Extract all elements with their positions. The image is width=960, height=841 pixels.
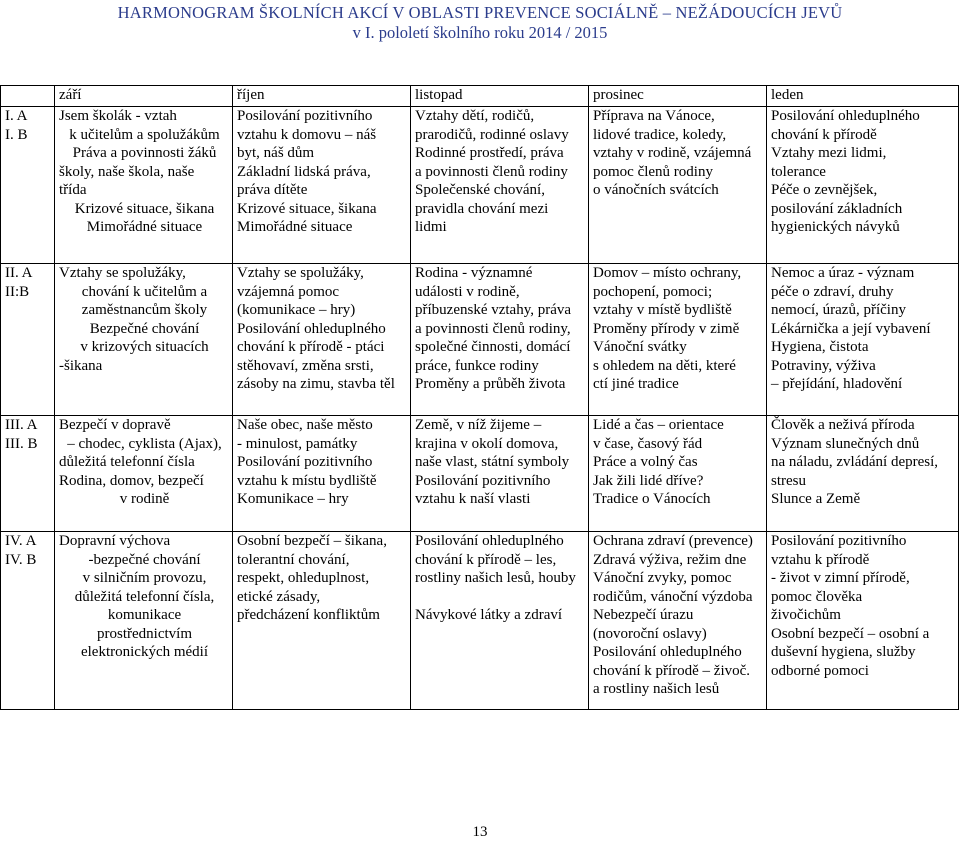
activity-cell: [767, 416, 959, 532]
page-number: 13: [472, 824, 488, 840]
activity-line: Návykové látky a zdraví: [415, 607, 563, 623]
activity-line: vzájemná pomoc: [237, 283, 340, 300]
activity-line: Jsem školák - vztah: [59, 108, 177, 124]
activity-line: rodičům, vánoční výzdoba: [593, 588, 753, 605]
activity-line: zásoby na zimu, stavba těl: [237, 376, 395, 392]
schedule-table: [0, 85, 959, 710]
activity-line: chování k přírodě – les,: [415, 551, 557, 568]
activity-line: Mimořádné situace: [86, 219, 203, 235]
class-label: I. B: [5, 126, 28, 143]
activity-line: Posilování ohleduplného: [593, 644, 742, 660]
class-label-cell: [1, 416, 55, 532]
activity-line: – chodec, cyklista (Ajax),: [67, 435, 222, 452]
activity-line: v čase, časový řád: [593, 435, 703, 452]
activity-line: Zdravá výživa, režim dne: [593, 551, 747, 568]
activity-line: živočichům: [771, 607, 841, 623]
activity-cell: [233, 264, 411, 416]
activity-line: byt, náš dům: [237, 145, 315, 161]
activity-line: Osobní bezpečí – šikana,: [237, 533, 387, 549]
activity-cell: [589, 264, 767, 416]
activity-line: vztahu k místu bydliště: [237, 472, 377, 489]
activity-line: Vztahy mezi lidmi,: [771, 145, 887, 161]
activity-line: Mimořádné situace: [237, 219, 353, 235]
activity-line: pochopení, pomoci;: [593, 283, 713, 300]
activity-line: Osobní bezpečí – osobní a: [771, 625, 930, 642]
activity-line: Člověk a neživá příroda: [771, 417, 915, 433]
activity-line: Ochrana zdraví (prevence): [593, 533, 753, 549]
activity-line: Vztahy se spolužáky,: [237, 265, 364, 281]
activity-line: události v rodině,: [415, 283, 520, 300]
activity-cell: [767, 532, 959, 710]
activity-line: krajina v okolí domova,: [415, 435, 559, 452]
activity-line: Práva a povinnosti žáků: [72, 145, 217, 161]
activity-line: Příprava na Vánoce,: [593, 108, 715, 124]
activity-line: prarodičů, rodinné oslavy: [415, 126, 569, 143]
activity-line: a povinnosti členů rodiny,: [415, 320, 571, 337]
activity-line: – přejídání, hladovění: [771, 376, 903, 392]
activity-line: práce, funkce rodiny: [415, 357, 539, 374]
activity-line: v rodině: [119, 491, 170, 507]
activity-line: chování k přírodě – živoč.: [593, 662, 751, 679]
activity-line: elektronických médií: [80, 644, 209, 660]
activity-line: duševní hygiena, služby: [771, 644, 916, 660]
activity-line: hygienických návyků: [771, 219, 900, 235]
activity-cell: [767, 264, 959, 416]
activity-line: Bezpečné chování: [89, 320, 200, 337]
schedule-row: [1, 416, 959, 532]
activity-line: k učitelům a spolužákům: [69, 126, 220, 143]
activity-line: stěhovaví, změna srsti,: [237, 357, 374, 374]
activity-line: Rodina - významné: [415, 265, 533, 281]
activity-line: - minulost, památky: [237, 435, 358, 452]
activity-cell: [233, 416, 411, 532]
activity-line: třída: [59, 182, 87, 198]
activity-cell: [55, 532, 233, 710]
activity-line: Krizové situace, šikana: [74, 200, 215, 217]
activity-line: o vánočních svátcích: [593, 182, 719, 198]
activity-cell: [411, 264, 589, 416]
activity-cell: [767, 107, 959, 264]
activity-line: na náladu, zvládání depresí,: [771, 454, 939, 470]
activity-line: Posilování pozitivního: [771, 533, 907, 549]
activity-line: vztahy v místě bydliště: [593, 302, 732, 318]
activity-line: Význam slunečných dnů: [771, 435, 920, 452]
activity-line: etické zásady,: [237, 588, 321, 605]
activity-cell: [55, 107, 233, 264]
activity-line: Posilování pozitivního: [237, 108, 373, 124]
activity-line: vztahu k domovu – náš: [237, 126, 377, 143]
class-label: III. B: [5, 435, 38, 452]
activity-cell: [55, 416, 233, 532]
activity-line: posilování základních: [771, 200, 903, 217]
activity-line: odborné pomoci: [771, 662, 869, 679]
activity-line: komunikace: [107, 607, 182, 623]
activity-line: v krizových situacích: [80, 339, 209, 355]
activity-line: Nebezpečí úrazu: [593, 607, 694, 623]
activity-line: Nemoc a úraz - význam: [771, 265, 915, 281]
activity-line: (novoroční oslavy): [593, 625, 707, 642]
activity-line: společné činnosti, domácí: [415, 339, 571, 355]
activity-line: tolerance: [771, 163, 826, 180]
activity-line: Lékárnička a její vybavení: [771, 320, 931, 337]
activity-line: Základní lidská práva,: [237, 163, 371, 180]
activity-cell: [589, 416, 767, 532]
activity-line: a rostliny našich lesů: [593, 681, 720, 697]
activity-line: Hygiena, čistota: [771, 339, 869, 355]
activity-line: naše vlast, státní symboly: [415, 454, 570, 470]
activity-line: ctí jiné tradice: [593, 376, 679, 392]
activity-line: chování k přírodě - ptáci: [237, 339, 385, 355]
activity-line: důležitá telefonní čísla: [59, 454, 195, 470]
activity-line: lidové tradice, koledy,: [593, 126, 727, 143]
activity-line: lidmi: [415, 219, 447, 235]
activity-line: Slunce a Země: [771, 491, 861, 507]
activity-line: rostliny našich lesů, houby: [415, 570, 576, 586]
activity-line: školy, naše škola, naše: [59, 163, 195, 180]
activity-line: důležitá telefonní čísla,: [74, 588, 215, 605]
class-label: IV. B: [5, 551, 37, 568]
activity-line: [415, 588, 586, 607]
activity-line: respekt, ohleduplnost,: [237, 570, 370, 586]
activity-line: Proměny a průběh života: [415, 376, 566, 392]
class-label: II. A: [5, 265, 33, 281]
class-label-cell: [1, 264, 55, 416]
class-label-cell: [1, 532, 55, 710]
class-label: III. A: [5, 417, 38, 433]
activity-line: vztahu k přírodě: [771, 551, 870, 568]
activity-line: práva dítěte: [237, 182, 308, 198]
activity-line: (komunikace – hry): [237, 302, 356, 318]
activity-line: zaměstnancům školy: [81, 302, 208, 318]
activity-cell: [589, 107, 767, 264]
activity-line: pomoc členů rodiny: [593, 163, 713, 180]
activity-cell: [589, 532, 767, 710]
activity-line: pomoc člověka: [771, 588, 863, 605]
month-header: leden: [767, 86, 959, 107]
activity-line: Rodina, domov, bezpečí: [59, 472, 204, 489]
document-subtitle: v I. pololetí školního roku 2014 / 2015: [352, 23, 608, 42]
activity-line: Domov – místo ochrany,: [593, 265, 742, 281]
months-header-row: [1, 86, 959, 107]
activity-line: nemocí, úrazů, příčiny: [771, 302, 906, 318]
month-header: září: [55, 86, 233, 107]
month-header: říjen: [233, 86, 411, 107]
activity-line: předcházení konfliktům: [237, 607, 380, 623]
activity-line: Bezpečí v dopravě: [59, 417, 171, 433]
activity-line: a povinnosti členů rodiny: [415, 163, 568, 180]
schedule-row: [1, 264, 959, 416]
activity-line: -bezpečné chování: [88, 551, 201, 568]
activity-line: - život v zimní přírodě,: [771, 570, 910, 586]
activity-line: péče o zdraví, druhy: [771, 283, 894, 300]
activity-line: -šikana: [59, 357, 103, 374]
class-label: I. A: [5, 108, 28, 124]
class-label-cell: [1, 107, 55, 264]
activity-line: v silničním provozu,: [82, 570, 207, 586]
activity-line: tolerantní chování,: [237, 551, 350, 568]
activity-line: pravidla chování mezi: [415, 200, 549, 217]
activity-line: Posilování pozitivního: [237, 454, 373, 470]
activity-line: Krizové situace, šikana: [237, 200, 377, 217]
activity-line: Komunikace – hry: [237, 491, 349, 507]
document-title: HARMONOGRAM ŠKOLNÍCH AKCÍ V OBLASTI PREVENCE SOCIÁLNĚ – NEŽÁDOUCÍCH JEVŮ: [117, 3, 843, 22]
activity-line: vztahy v rodině, vzájemná: [593, 145, 752, 161]
activity-line: prostřednictvím: [97, 625, 192, 642]
schedule-row: [1, 107, 959, 264]
activity-line: Země, v níž žijeme –: [415, 417, 542, 433]
activity-line: Potraviny, výživa: [771, 357, 876, 374]
corner-cell: [1, 86, 55, 107]
activity-line: Proměny přírody v zimě: [593, 320, 740, 337]
activity-cell: [55, 264, 233, 416]
activity-cell: [411, 107, 589, 264]
activity-line: Rodinné prostředí, práva: [415, 145, 564, 161]
document-header: [0, 0, 960, 48]
class-label: II:B: [5, 283, 30, 300]
activity-line: Naše obec, naše město: [237, 417, 373, 433]
activity-line: Vztahy se spolužáky,: [59, 265, 186, 281]
activity-line: Lidé a čas – orientace: [593, 417, 724, 433]
activity-line: stresu: [771, 472, 806, 489]
activity-line: Dopravní výchova: [59, 533, 171, 549]
activity-line: Práce a volný čas: [593, 454, 698, 470]
activity-line: Posilování pozitivního: [415, 472, 551, 489]
schedule-row: [1, 532, 959, 710]
activity-cell: [233, 532, 411, 710]
month-header: listopad: [411, 86, 589, 107]
activity-cell: [411, 416, 589, 532]
activity-line: Vánoční zvyky, pomoc: [593, 570, 732, 586]
activity-line: Péče o zevnějšek,: [771, 182, 878, 198]
activity-line: Společenské chování,: [415, 182, 545, 198]
activity-line: Jak žili lidé dříve?: [593, 472, 704, 489]
activity-cell: [233, 107, 411, 264]
month-header: prosinec: [589, 86, 767, 107]
schedule-rows: [1, 107, 959, 710]
activity-cell: [411, 532, 589, 710]
activity-line: Tradice o Vánocích: [593, 491, 711, 507]
activity-line: příbuzenské vztahy, práva: [415, 302, 572, 318]
activity-line: Posilování ohleduplného: [771, 108, 920, 124]
activity-line: Vztahy dětí, rodičů,: [415, 108, 535, 124]
activity-line: s ohledem na děti, které: [593, 357, 736, 374]
activity-line: vztahu k naší vlasti: [415, 491, 531, 507]
activity-line: Vánoční svátky: [593, 339, 687, 355]
activity-line: chování k přírodě: [771, 126, 877, 143]
class-label: IV. A: [5, 533, 37, 549]
activity-line: Posilování ohleduplného: [237, 320, 386, 337]
activity-line: Posilování ohleduplného: [415, 533, 564, 549]
activity-line: chování k učitelům a: [81, 283, 208, 300]
